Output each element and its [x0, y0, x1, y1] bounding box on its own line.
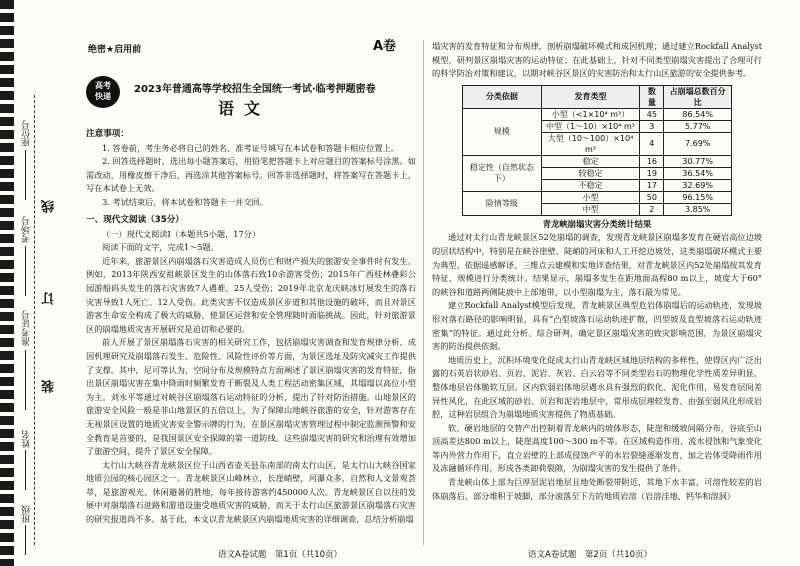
cut-line [34, 95, 35, 545]
table-row [463, 155, 732, 167]
table-row [463, 191, 732, 203]
passage-paragraph: 软、硬岩地层的交替产出控制着青龙峡内的坡体形态，陡崖和缓坡间隔分布，谷底至山顶高差达800 m以上，陡崖高度100～300 m不等。在区域构造作用、流水侵蚀和气象变化等内外营力作用下，直立岩壁的上部成侵蚀产平的水岩裂缝逐渐发育，加之岩体受降雨作用及冻融循环作用，形成各类卸荷裂隙，为崩塌灾害的发生提供了条件。 [432, 422, 762, 474]
table-cell: 4 [640, 132, 664, 155]
section-title: 一、现代文阅读（35分） [86, 215, 184, 225]
secret-mark: 绝密★启用前 [88, 45, 142, 55]
right-column [428, 0, 763, 566]
binding-mark-bind: 装 [42, 380, 57, 393]
passage-paragraph: 塌灾害的发育特征和分布规律，剖析崩塌破坏模式和成因机理；通过建立Rockfall Analyst模型，研判景区崩塌灾害的运动特征；在此基础上，针对不同类型崩塌灾害提出了合理可行的科学防治对策和建议，以期对峡谷区景区的灾害防治和太行山区旅游的安全提供参考。 [432, 41, 762, 79]
note-item: 3. 考试结束后，将本试卷和答题卡一并交回。 [102, 196, 268, 207]
table-cell: 3.85% [664, 203, 732, 215]
binding-mark-staple: 订 [42, 292, 57, 305]
passage-paragraph: 地质历史上，沉积环境变化促成太行山青龙峡区域地层结构的多样性，使得区内广泛出露的石英岩状砂岩、页岩、泥岩、灰岩、白云岩等不同类型岩石的物理化学性质差异明显，整体地层岩体脆软互层。区内软弱岩体地层遇水具有强烈的软化、泥化作用，易发育层间差异性风化，在此区域的砂岩、页岩和泥岩地层中，常形成层理较发育、由强至弱风化形成岩腔，这种岩层组合为崩塌地质灾害提供了物质基础。 [432, 354, 762, 420]
notes-title: 注意事项： [86, 129, 129, 139]
passage-paragraph: 前人开展了景区崩塌落石灾害的相关研究工作，包括崩塌灾害调查和发育规律分析、成因机理研究及崩塌落石发生、危险性、风险性评价等方面，为景区选址及防灾减灾工作提供了支撑。其中，尼可等认为，空间分布及规模特点方面阐述了景区崩塌灾害的发育特征，指出景区崩塌灾害在集中降雨时频繁发育于断裂及人类工程活动密集区域，其塌塌以高位小型为主。刘永平等通过对峡谷区崩塌落石运动特征的分析，提出了针对防治措施。山地景区的旅游安全风险一般是非山地景区的五倍以上，为了保障山地峡谷旅游的安全，针对游客存在无视景区设置的地质灾害安全警示牌的行为，在景区崩塌灾害管理过程中制定监测预警和安全教育是首要的，是我国景区安全保障的第一道防线。这些崩塌灾害的研究和治理有效增加了旅游空间，提升了景区安全保障。 [86, 337, 416, 457]
note-item: 2. 回答选择题时，选出每小题答案后，用铅笔把答题卡上对应题目的答案标号涂黑。如需改动，用橡皮擦干净后，再选涂其他答案标号。回答非选择题时，将答案写在答题卡上，写在本试卷上无效。 [86, 156, 416, 194]
exam-title: 2023年普通高等学校招生全国统一考试·临考押题密卷 [134, 84, 376, 95]
table-cell: 19 [640, 167, 664, 179]
table-cell: 小型（<1×10⁴ m³） [541, 108, 640, 120]
passage-paragraph: 太行山大峡谷青龙峡景区位于山西省壶关县东南部的南太行山区，是太行山大峡谷国家地质公园的核心园区之一。青龙峡景区山峰林立，长崖峭壁，河瀑众多，自然和人文景观荟萃，是旅游观光、休闲避暑的胜地，每年接待游客约450000人次。青龙峡景区自以往的发展中对崩塌落石进路和游道设施受地质灾害的威胁，而关于太行山区旅游景区崩塌落石灾害的研究报道尚不多。基于此，本文以青龙峡景区内崩塌地质灾害的详细调查，总结分析崩塌 [86, 459, 416, 525]
note-item: 1. 答卷前，考生务必将自己的姓名、准考证号填写在本试卷和答题卡相应位置上。 [102, 142, 399, 153]
binding-stripes [0, 0, 14, 566]
table-cell: 50 [640, 191, 664, 203]
table-cell: 稳定 [541, 155, 640, 167]
notes-block [86, 128, 416, 210]
table-cell-basis: 险情等级 [463, 191, 542, 215]
gaokao-kuaidi-logo [86, 76, 120, 108]
left-column [78, 0, 418, 566]
logo-text-2: 快递 [95, 92, 111, 101]
name-label: 姓名 [22, 430, 32, 448]
table-cell: 30.77% [664, 155, 732, 167]
table-cell: 5.77% [664, 120, 732, 132]
seat-number-line [25, 150, 26, 200]
table-row [463, 108, 732, 120]
ticket-number-line [25, 350, 26, 410]
table-cell: 大型（10～100）×10⁴ m³ [541, 132, 640, 155]
passage-paragraph: 近年来，旅游景区内崩塌落石灾害造成人员伤亡和财产损失的旅游安全事件时有发生。例如，2013年陕西安祖峡景区发生的山体落石致10余游客受伤；2015年广西桂林叠彩公园游船码头发生的落石灾害致7人遇难、25人受伤；2019年北京龙庆峡冰灯展发生的落石灾害导致1人死亡、12人受伤。此类灾害不仅造成景区步道和其他设施的破坏，而且对景区游客生命安全构成了极大的威胁，使景区运营和安全管理随时面临挑战。因此，针对旅游景区的崩塌地质灾害开展研究是迫切和必要的。 [86, 255, 416, 334]
table-caption: 青龙峡崩塌灾害分类统计结果 [542, 218, 652, 229]
table-header: 发育类型 [541, 85, 640, 108]
seat-number-label: 座位号 [22, 120, 32, 147]
volume-label: A卷 [372, 39, 396, 54]
reading-section [86, 214, 416, 527]
table-cell: 45 [640, 108, 664, 120]
table-cell-basis: 规模 [463, 108, 542, 155]
table-cell: 中型 [541, 203, 640, 215]
table-cell: 2 [640, 203, 664, 215]
right-block [432, 40, 762, 503]
instruction: 阅读下面的文字，完成1～5题。 [102, 242, 219, 253]
binding-mark-line: 线 [42, 200, 57, 213]
subsection-title: （一）现代文阅读Ⅰ（本题共5小题，17分） [102, 228, 261, 239]
room-number-line [25, 246, 26, 296]
passage-paragraph: 通过对太行山青龙峡景区52处崩塌的调查，发现青龙峡景区崩塌多发育在硬岩高位边坡的层状结构中，特别是在峡谷崖壁、陡峭的河床和人工开挖边坡处，这类崩塌破坏模式主要为典型。依据遥感解译、三维点云建模和实地详查结果，对青龙峡景区内52处崩塌按其发育特征、规模进行分类统计。结果显示，崩塌多发生在距地面高程80 m以上，坡度大于60°的峡谷和道路两侧陡坡中上部地带，以小型崩塌为主，落石最为常见。 [432, 232, 762, 297]
passage-paragraph: 建立Rockfall Analyst模型后发现，青龙峡景区典型危岩体崩塌后的运动轨迹，发现坡形对落石路径的影响明显，具有“凸型坡落石运动轨迹扩散，凹型坡及直型坡落石运动轨迹密集”的特征。通过此分析、综合研判，确定景区崩塌灾害的致灾影响范围，为景区崩塌灾害的防治提供依据。 [432, 300, 762, 352]
passage-paragraph: 青龙峡山体上部为巨厚层泥岩地层且地处断裂带附近，其地下水丰富，可溶性较差的岩体崩落后，部分堆积于坡脚，部分滚落至下方的地质岩溶（岩溶洼地、钙华和溶洞） [432, 477, 762, 501]
class-line [25, 525, 26, 555]
name-line [25, 450, 26, 490]
collapse-classification-table [462, 85, 732, 216]
table-cell: 3 [640, 120, 664, 132]
table-cell: 较稳定 [541, 167, 640, 179]
table-cell: 17 [640, 179, 664, 191]
page-footer-right: 语文A卷试题 第2页（共10页） [528, 550, 653, 560]
ticket-number-label: 准考证号 [22, 310, 32, 346]
table-header: 数量 [640, 85, 664, 108]
table-cell: 16 [640, 155, 664, 167]
room-number-label: 考场号 [22, 216, 32, 243]
table-header-row [463, 85, 732, 108]
table-cell: 中型（1～10）×10⁴ m³ [541, 120, 640, 132]
table-cell: 96.15% [664, 191, 732, 203]
table-header: 分类依据 [463, 85, 542, 108]
page-footer-left: 语文A卷试题 第1页（共10页） [218, 550, 343, 560]
table-cell: 36.54% [664, 167, 732, 179]
column-divider [423, 40, 424, 545]
table-cell-basis: 稳定性（自然状态下） [463, 155, 542, 191]
class-label: 班级 [22, 505, 32, 523]
table-cell: 小型 [541, 191, 640, 203]
logo-text-1: 高考 [95, 81, 111, 90]
binding-strip [0, 0, 58, 566]
table-cell: 86.54% [664, 108, 732, 120]
table-cell: 32.69% [664, 179, 732, 191]
subject-title: 语文 [218, 99, 271, 118]
table-cell: 7.69% [664, 132, 732, 155]
table-header: 占崩塌总数百分比 [664, 85, 732, 108]
table-cell: 不稳定 [541, 179, 640, 191]
